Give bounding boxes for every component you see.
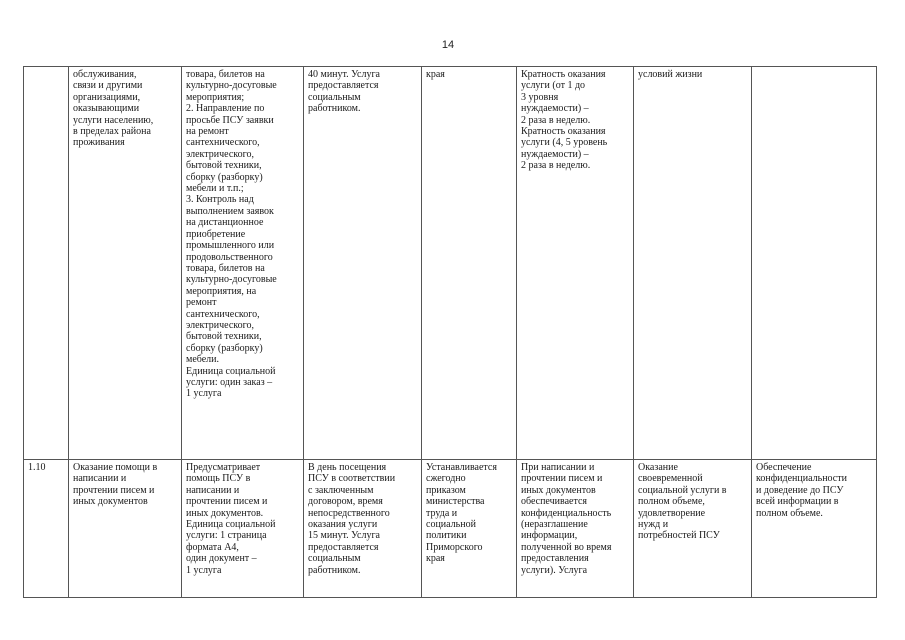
service-description-cell: товара, билетов на культурно-досуговые мероприятия; 2. Направление по просьбе ПСУ заявки на ремонт сантехнического, электрического, бытовой техники, сборку (разборку) мебели и т.п.; 3. Контроль над выполнением заявок на дистанционное приобретение промышленного или продовольственного товара, билетов на культурно-досуговые мероприятия, на ремонт сантехнического, электрического, бытовой техники, сборку (разборку) мебели. Единица социальной услуги: один заказ – 1 услуга bbox=[182, 67, 304, 460]
result-indicator-cell: условий жизни bbox=[634, 67, 752, 460]
conditions-cell: Кратность оказания услуги (от 1 до 3 уровня нуждаемости) – 2 раза в неделю. Кратность оказания услуги (4, 5 уровень нуждаемости) – 2 раза в неделю. bbox=[517, 67, 634, 460]
conditions-cell: При написании и прочтении писем и иных документов обеспечивается конфиденциальность (неразглашение информации, полученной во время предоставления услуги). Услуга bbox=[517, 460, 634, 598]
service-name-cell: обслуживания, связи и другими организациями, оказывающими услуги населению, в пределах района проживания bbox=[69, 67, 182, 460]
row-number-cell bbox=[24, 67, 69, 460]
quality-cell: Обеспечение конфиденциальности и доведение до ПСУ всей информации в полном объеме. bbox=[752, 460, 877, 598]
row-number-cell: 1.10 bbox=[24, 460, 69, 598]
service-timing-cell: В день посещения ПСУ в соответствии с заключенным договором, время непосредственного оказания услуги 15 минут. Услуга предоставляется социальным работником. bbox=[304, 460, 422, 598]
table-row bbox=[24, 460, 877, 598]
tariff-cell: края bbox=[422, 67, 517, 460]
tariff-cell: Устанавливается сжегодно приказом министерства труда и социальной политики Приморского края bbox=[422, 460, 517, 598]
service-name-cell: Оказание помощи в написании и прочтении писем и иных документов bbox=[69, 460, 182, 598]
service-description-cell: Предусматривает помощь ПСУ в написании и прочтении писем и иных документов. Единица социальной услуги: 1 страница формата А4, один документ – 1 услуга bbox=[182, 460, 304, 598]
page-number: 14 bbox=[441, 39, 455, 51]
result-indicator-cell: Оказание своевременной социальной услуги в полном объеме, удовлетворение нужд и потребностей ПСУ bbox=[634, 460, 752, 598]
table-row bbox=[24, 67, 877, 460]
quality-cell bbox=[752, 67, 877, 460]
service-timing-cell: 40 минут. Услуга предоставляется социальным работником. bbox=[304, 67, 422, 460]
services-table bbox=[23, 66, 877, 598]
